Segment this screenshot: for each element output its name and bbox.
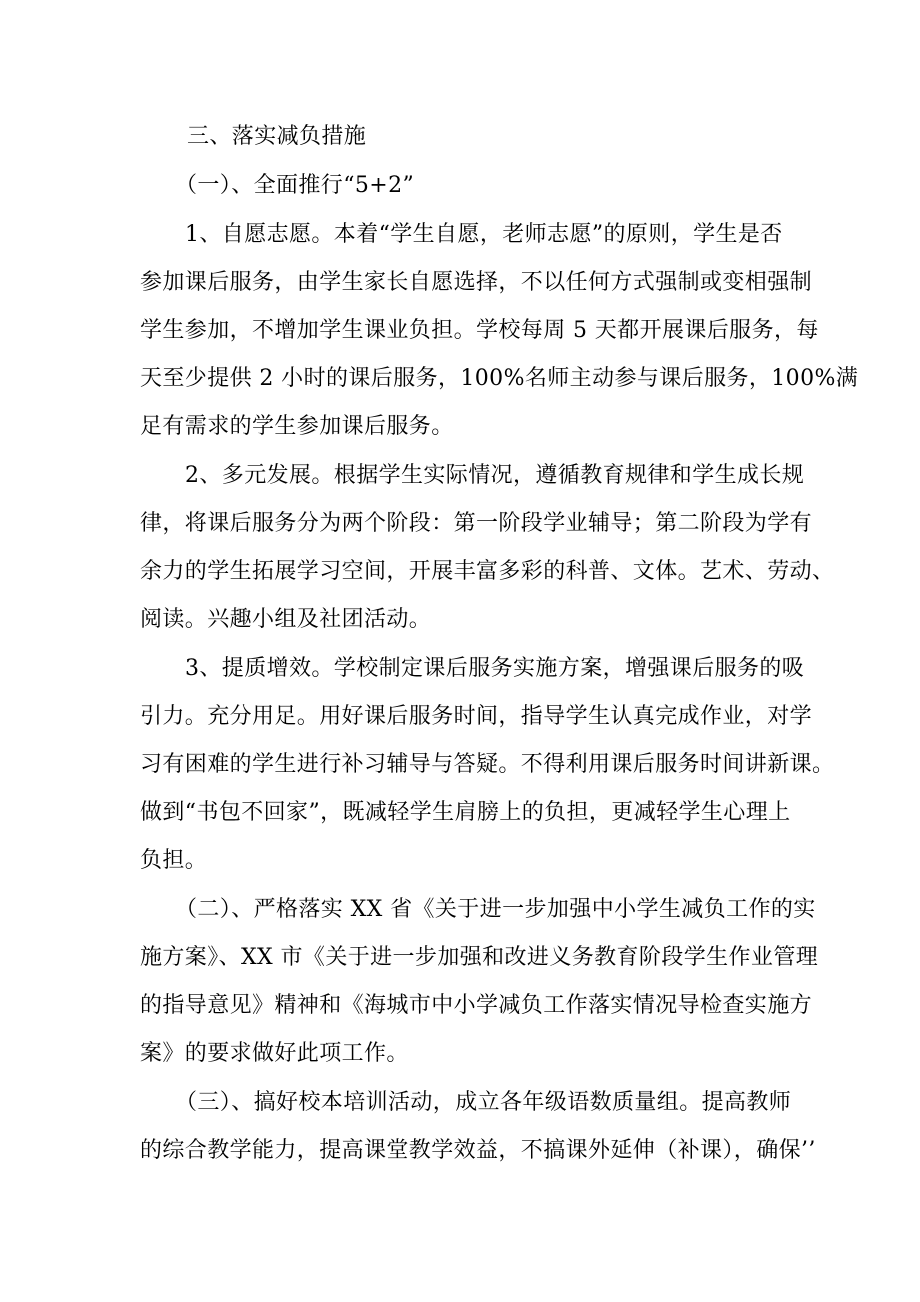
item-1-line-5: 足有需求的学生参加课后服务。 bbox=[140, 414, 454, 439]
item-2-line-3: 余力的学生拓展学习空间，开展丰富多彩的科普、文体。艺术、劳动、 bbox=[140, 559, 835, 584]
subsection-3-line-2: 的综合教学能力，提高课堂教学效益，不搞课外延伸（补课），确保’’ bbox=[140, 1138, 816, 1163]
item-3-line-4: 做到“书包不回家”，既减轻学生肩膀上的负担，更减轻学生心理上 bbox=[140, 800, 791, 825]
item-3-line-5: 负担。 bbox=[140, 848, 208, 873]
item-2-line-1: 2、多元发展。根据学生实际情况，遵循教育规律和学生成长规 bbox=[185, 463, 805, 488]
subsection-2-line-4: 案》的要求做好此项工作。 bbox=[140, 1041, 409, 1066]
item-2-line-2: 律，将课后服务分为两个阶段：第一阶段学业辅导；第二阶段为学有 bbox=[140, 511, 813, 536]
subsection-2-line-3: 的指导意见》精神和《海城市中小学减负工作落实情况导检查实施方 bbox=[140, 993, 813, 1018]
subsection-3-line-1: （三）、搞好校本培训活动，成立各年级语数质量组。提高教师 bbox=[175, 1090, 792, 1115]
item-2-line-4: 阅读。兴趣小组及社团活动。 bbox=[140, 607, 432, 632]
item-1-line-1: 1、自愿志愿。本着“学生自愿，老师志愿”的原则，学生是否 bbox=[185, 222, 783, 247]
item-3-line-2: 引力。充分用足。用好课后服务时间，指导学生认真完成作业，对学 bbox=[140, 704, 813, 729]
item-1-line-2: 参加课后服务，由学生家长自愿选择，不以任何方式强制或变相强制 bbox=[140, 270, 813, 295]
section-heading: 三、落实减负措施 bbox=[187, 124, 367, 149]
item-1-line-3: 学生参加，不增加学生课业负担。学校每周 5 天都开展课后服务，每 bbox=[140, 318, 819, 343]
subsection-2-line-2: 施方案》、XX 市《关于进一步加强和改进义务教育阶段学生作业管理 bbox=[140, 945, 819, 970]
item-3-line-1: 3、提质增效。学校制定课后服务实施方案，增强课后服务的吸 bbox=[185, 656, 805, 681]
item-1-line-4: 天至少提供 2 小时的课后服务，100%名师主动参与课后服务，100%满 bbox=[140, 366, 859, 391]
subsection-2-line-1: （二）、严格落实 XX 省《关于进一步加强中小学生减负工作的实 bbox=[175, 897, 816, 922]
item-3-line-3: 习有困难的学生进行补习辅导与答疑。不得利用课后服务时间讲新课。 bbox=[140, 752, 835, 777]
subsection-1-heading: （一）、全面推行“5+2” bbox=[175, 173, 415, 198]
